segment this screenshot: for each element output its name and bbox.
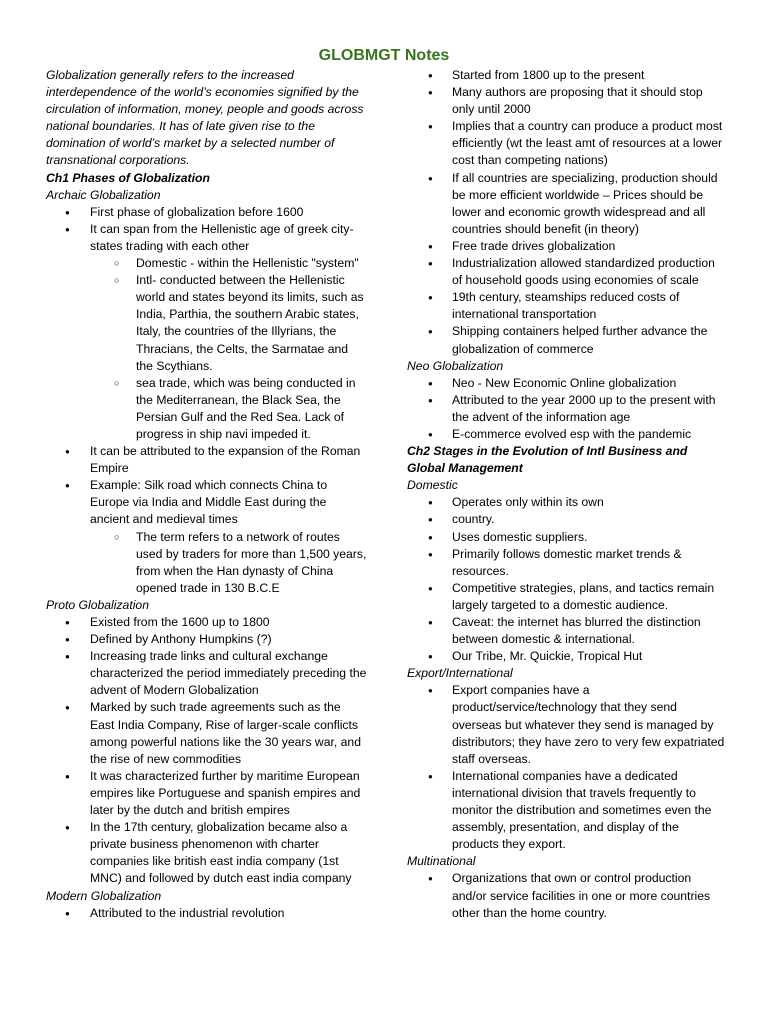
list-item: ● Industrialization allowed standardized production of household goods using economies of scale bbox=[407, 255, 725, 289]
export-heading: Export/International bbox=[407, 666, 513, 681]
left-column bbox=[46, 67, 368, 922]
list-item: ● In the 17th century, globalization became also a private business phenomenon with charter companies like british east india company (1st MNC) and followed by dutch east india company bbox=[46, 819, 368, 887]
list-item: ● Implies that a country can produce a product most efficiently (wt the least amt of resources at a lower cost than competing nations) bbox=[407, 118, 725, 169]
list-item: ● It can span from the Hellenistic age of greek city-states trading with each other ○ Domestic - within the Hellenistic "system" ○ Intl- conducted between the Hellenistic world and states beyond its limits, such as India, Parthia, the southern Arabic states, Italy, the countries of the Illyrians, the Thracians, the Celts, the Sarmatae and the Scythians. ○ sea trade, which was being conducted in the Mediterranean, the Black Sea, the Persian Gulf and the Red Sea. Lack of progress in ship navi impeded it. bbox=[46, 221, 368, 443]
chapter-2-heading: Ch2 Stages in the Evolution of Intl Business and Global Management bbox=[407, 444, 688, 476]
list-item: ● Started from 1800 up to the present bbox=[407, 67, 725, 84]
list-item: ● If all countries are specializing, production should be more efficient worldwide – Prices should be lower and economic growth widespread and all countries should benefit (in theory) bbox=[407, 170, 725, 238]
modern-heading: Modern Globalization bbox=[46, 888, 162, 903]
multinational-heading: Multinational bbox=[407, 854, 476, 869]
list-item: ● Primarily follows domestic market trends & resources. bbox=[407, 546, 725, 580]
list-item: ● Shipping containers helped further advance the globalization of commerce bbox=[407, 323, 725, 357]
domestic-list bbox=[407, 494, 725, 665]
list-item: ● Organizations that own or control production and/or service facilities in one or more countries other than the home country. bbox=[407, 870, 725, 921]
list-item: ● Existed from the 1600 up to 1800 bbox=[46, 614, 368, 631]
chapter-1-heading: Ch1 Phases of Globalization bbox=[46, 170, 210, 185]
domestic-heading: Domestic bbox=[407, 478, 458, 493]
list-item: ● Marked by such trade agreements such as the East India Company, Rise of larger-scale conflicts among powerful nations like the 30 years war, and the rise of new commodities bbox=[46, 699, 368, 767]
list-item: ● E-commerce evolved esp with the pandemic bbox=[407, 426, 725, 443]
sub-list bbox=[90, 255, 368, 443]
list-item: ● International companies have a dedicated international division that travels frequently to monitor the distribution and sometimes even the assembly, presentation, and display of the products they export. bbox=[407, 768, 725, 853]
list-item: ● Neo - New Economic Online globalization bbox=[407, 375, 725, 392]
list-item: ● Our Tribe, Mr. Quickie, Tropical Hut bbox=[407, 648, 725, 665]
list-item: ● It can be attributed to the expansion of the Roman Empire bbox=[46, 443, 368, 477]
list-item: ● Many authors are proposing that it should stop only until 2000 bbox=[407, 84, 725, 118]
list-item: ● Export companies have a product/service/technology that they send overseas but whatever they send is managed by distributors; they have zero to very few expatriated staff overseas. bbox=[407, 682, 725, 767]
sub-list-item: ○ Intl- conducted between the Hellenistic world and states beyond its limits, such as India, Parthia, the southern Arabic states, Italy, the countries of the Illyrians, the Thracians, the Celts, the Sarmatae and the Scythians. bbox=[90, 272, 368, 375]
proto-list bbox=[46, 614, 368, 888]
list-item: ● Example: Silk road which connects China to Europe via India and Middle East during the ancient and medieval times ○ The term refers to a network of routes used by traders for more than 1,500 years, from when the Han dynasty of China opened trade in 130 B.C.E bbox=[46, 477, 368, 597]
multinational-list bbox=[407, 870, 725, 921]
list-item: ● Free trade drives globalization bbox=[407, 238, 725, 255]
list-item: ● Uses domestic suppliers. bbox=[407, 529, 725, 546]
page-title: GLOBMGT Notes bbox=[318, 47, 450, 64]
list-item: ● 19th century, steamships reduced costs of international transportation bbox=[407, 289, 725, 323]
proto-heading: Proto Globalization bbox=[46, 597, 149, 612]
neo-list bbox=[407, 375, 725, 443]
modern-list bbox=[46, 905, 368, 922]
list-item: ● Operates only within its own bbox=[407, 494, 725, 511]
list-item: ● Caveat: the internet has blurred the distinction between domestic & international. bbox=[407, 614, 725, 648]
right-column bbox=[407, 67, 725, 922]
list-item: ● It was characterized further by maritime European empires like Portuguese and spanish empires and later by the dutch and british empires bbox=[46, 768, 368, 819]
sub-list-item: ○ The term refers to a network of routes used by traders for more than 1,500 years, from when the Han dynasty of China opened trade in 130 B.C.E bbox=[90, 529, 368, 597]
list-item: ● Defined by Anthony Humpkins (?) bbox=[46, 631, 368, 648]
archaic-list bbox=[46, 204, 368, 597]
sub-list-item: ○ sea trade, which was being conducted in the Mediterranean, the Black Sea, the Persian Gulf and the Red Sea. Lack of progress in ship navi impeded it. bbox=[90, 375, 368, 443]
sub-list-item: ○ Domestic - within the Hellenistic "system" bbox=[90, 255, 368, 272]
list-item: ● country. bbox=[407, 511, 725, 528]
list-item: ● Attributed to the industrial revolution bbox=[46, 905, 368, 922]
list-item: ● Attributed to the year 2000 up to the present with the advent of the information age bbox=[407, 392, 725, 426]
list-item: ● Increasing trade links and cultural exchange characterized the period immediately preceding the advent of Modern Globalization bbox=[46, 648, 368, 699]
list-item: ● Competitive strategies, plans, and tactics remain largely targeted to a domestic audience. bbox=[407, 580, 725, 614]
neo-heading: Neo Globalization bbox=[407, 358, 504, 373]
intro-paragraph: Globalization generally refers to the increased interdependence of the world’s economies signified by the circulation of information, money, people and goods across national boundaries. It has of late given rise to the domination of world’s market by a selected number of transnational corporations. bbox=[46, 68, 364, 168]
sub-list bbox=[90, 529, 368, 597]
archaic-heading: Archaic Globalization bbox=[46, 187, 161, 202]
export-list bbox=[407, 682, 725, 853]
modern-list-continued bbox=[407, 67, 725, 358]
list-item: ● First phase of globalization before 1600 bbox=[46, 204, 368, 221]
